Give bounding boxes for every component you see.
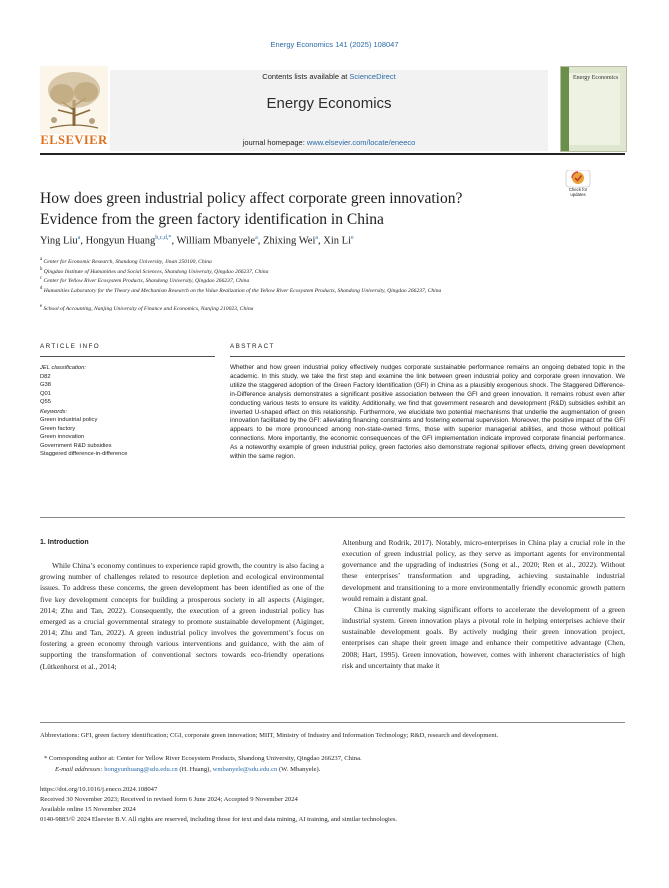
affiliation-text: Center for Economic Research, Shandong University, Jinan 250100, China <box>43 258 212 265</box>
check-for-updates-badge[interactable] <box>563 170 593 202</box>
affiliation-sup: c <box>40 276 43 281</box>
affiliation <box>40 285 585 295</box>
journal-cover-thumbnail[interactable] <box>560 66 627 152</box>
affiliation-sup: b <box>40 266 43 272</box>
jel-code: D82 <box>40 373 51 380</box>
abstract-text: Whether and how green industrial policy effectively nudges corporate sustainable performance remains an ongoing debated topic in the academic. In this study, we take the first step and examine the link between green industrial policy and corporate green innovation. We utilize the staggered adoption of the Green Factory Identification (GFI) in China as a plausibly exogenous shock. The Staggered Difference-in-Difference analysis demonstrates a significant positive association between the GFI and green innovation. It remains robust even after conducting various tests to ensure its validity. Additionally, we find that government research and development (R&D) subsidies exhibit an inverted U-shaped effect on this relationship. Furthermore, we elucidate two potential mechanisms that underlie the augmentation of green innovation facilitated by the GFI: alleviating financing constraints and fostering external supervision. Moreover, the positive impact of the GFI appears to be more pronounced among non-state-owned firms, those with superior managerial abilities, and those without political connections. More importantly, the economic consequences of the GFI implementation indicate improved corporate financial performance. As a noteworthy example of green industrial policy, green factories also demonstrate regional spillover effects, driving green development within the same region. <box>230 364 625 461</box>
homepage-prefix: journal homepage: <box>242 138 307 147</box>
author-name[interactable]: Ying Liu <box>40 235 78 247</box>
affiliation-sup: a <box>40 257 43 262</box>
email-link[interactable]: hongyunhuang@sdu.edu.cn <box>104 766 178 773</box>
email-owner: (W. Mbanyele). <box>277 766 321 773</box>
footnote-abbreviations: Abbreviations: GFI, green factory identification; CGI, corporate green innovation; MIIT, Ministry of Industry and Information Technology; R&D, research and development. <box>40 732 499 739</box>
homepage-link[interactable]: www.elsevier.com/locate/eneeco <box>306 138 416 147</box>
abstract-bottom-rule <box>40 517 625 518</box>
author-affil-sup[interactable]: a <box>315 235 319 241</box>
footnote-rule <box>40 722 625 723</box>
author-name[interactable]: Zhixing Wei <box>263 235 316 247</box>
contents-prefix: Contents lists available at <box>262 72 350 81</box>
keyword: Green innovation <box>40 434 85 440</box>
header-rule <box>40 153 625 155</box>
cover-spine <box>561 67 569 151</box>
author-name[interactable]: Hongyun Huang <box>85 235 156 247</box>
affiliation <box>40 303 585 313</box>
footnote-emails <box>55 765 640 774</box>
article-info-rule <box>40 356 215 357</box>
article-info-heading: ARTICLE INFO <box>40 343 101 350</box>
article-title <box>40 188 560 230</box>
check-updates-label: Check for updates <box>568 187 588 197</box>
jel-code: Q55 <box>40 399 51 405</box>
affiliation-text: Center for Yellow River Ecosystem Products, Shandong University, Qingdao 266237, China <box>43 277 250 284</box>
affiliation-text: School of Accounting, Nanjing University of Finance and Economics, Nanjing 210023, China <box>43 305 254 312</box>
elsevier-tree-icon <box>40 66 108 134</box>
body-paragraph: While China’s economy continues to experience rapid growth, the country is also facing a growing number of challenges related to resource depletion and ecological environmental issues. To address these concerns, the green development has been identified as one of the five key development concepts for building a prosperous society in all aspects (Aiginger, 2014; Zhu and Tan, 2022). Consequently, the execution of a green industrial policy has emerged as a crucial governmental strategy to promote sustainable development (Aiginger, 2014; Zhu and Tan, 2022). A green industrial policy involves the government’s focus on fostering a green economy through various interventions and guidance, with the aim of supporting the transformation of conventional sectors towards eco-friendly operations (Lütkenhorst et al., 2014; <box>40 561 324 671</box>
jel-code: Q01 <box>40 390 51 397</box>
author-affil-sup[interactable]: b,c,d,* <box>155 235 172 241</box>
journal-citation[interactable]: Energy Economics 141 (2025) 108047 <box>270 40 399 49</box>
abstract-rule <box>230 356 625 357</box>
check-updates-icon <box>563 170 593 188</box>
sciencedirect-link[interactable]: ScienceDirect <box>349 72 396 81</box>
affiliation-text: Humanities Laboratory for the Theory and Mechanism Research on the Value Realization of the Yellow River Ecosystem Products, Shandong University, Qingdao 266237, China <box>43 287 442 294</box>
title-line-1: How does green industrial policy affect corporate green innovation? <box>40 190 463 207</box>
cover-title: Energy Economics <box>573 75 619 81</box>
author-affil-sup[interactable]: a <box>255 235 258 241</box>
affiliation-sup: d <box>40 285 43 291</box>
title-line-2: Evidence from the green factory identification in China <box>40 211 384 228</box>
author-affil-sup[interactable]: e <box>351 235 354 241</box>
received-dates: Received 30 November 2023; Received in revised form 6 June 2024; Accepted 9 November 2024 <box>40 796 298 803</box>
section-heading: 1. Introduction <box>40 539 89 546</box>
cover-panel <box>567 73 620 145</box>
contents-line <box>110 72 548 81</box>
footnote-corresponding: * Corresponding author at: Center for Yellow River Ecosystem Products, Shandong University, Qingdao 266237, China. <box>44 755 362 762</box>
body-left-column <box>40 537 324 672</box>
keyword: Government R&D subsidies <box>40 442 112 449</box>
jel-heading: JEL classification: <box>40 365 86 371</box>
affiliation-text: Qingdao Institute of Humanities and Social Sciences, Shandong University, Qingdao 266237, China <box>43 268 269 275</box>
abstract-heading: ABSTRACT <box>230 343 275 350</box>
keywords-heading: Keywords: <box>40 408 68 415</box>
keyword: Green factory <box>40 425 76 432</box>
author-affil-sup[interactable]: a <box>77 235 81 241</box>
doi-link[interactable]: https://doi.org/10.1016/j.eneco.2024.108047 <box>40 786 158 793</box>
author-list: Ying Liu$^a$, Hongyun Huang$^{b,c,d,*}$, William Mbanyele$^a$, Zhixing Wei$^a$, Xin Li$^e$ <box>40 235 354 247</box>
journal-title[interactable]: Energy Economics <box>266 95 392 112</box>
available-online: Available online 15 November 2024 <box>40 806 136 813</box>
email-link[interactable]: wmbanyele@sdu.edu.cn <box>212 766 278 773</box>
body-paragraph: China is currently making significant efforts to accelerate the development of a green industrial system. Green innovation plays a pivotal role in helping enterprises achieve their sustainable development goals. By actively nudging their green innovation project, enterprises can shape their green image and enhance their competitive advantage (Chen, 2008; Hart, 1995). Green innovation, however, comes with inherent characteristics of high risk and uncertainty that make it <box>342 604 625 670</box>
affiliation-sup: e <box>40 304 43 309</box>
homepage-line <box>110 138 548 147</box>
article-info-block <box>40 364 220 459</box>
elsevier-wordmark: ELSEVIER <box>40 133 108 147</box>
copyright: 0140-9883/© 2024 Elsevier B.V. All rights are reserved, including those for text and data mining, AI training, and similar technologies. <box>40 816 398 823</box>
body-paragraph: Altenburg and Rodrik, 2017). Notably, micro-enterprises in China play a crucial role in the execution of green industrial policy, as they serve as important agents for environmental governance and the upgrading of industries (Song et al., 2020; Ren et al., 2022). Without these enterprises’ transformation and upgrading, achieving sustainable industrial development and transitioning to a more environmentally friendly economic growth pattern would remain a distant goal. <box>342 538 625 603</box>
jel-code: G38 <box>40 382 51 388</box>
author-name[interactable]: Xin Li <box>323 235 352 247</box>
keyword: Staggered difference-in-difference <box>40 451 128 457</box>
email-owner: (H. Huang), <box>177 766 213 773</box>
body-right-column <box>342 537 625 671</box>
keyword: Green industrial policy <box>40 417 98 423</box>
author-name[interactable]: William Mbanyele <box>176 235 256 247</box>
emails-prefix: E-mail addresses: <box>55 766 105 773</box>
